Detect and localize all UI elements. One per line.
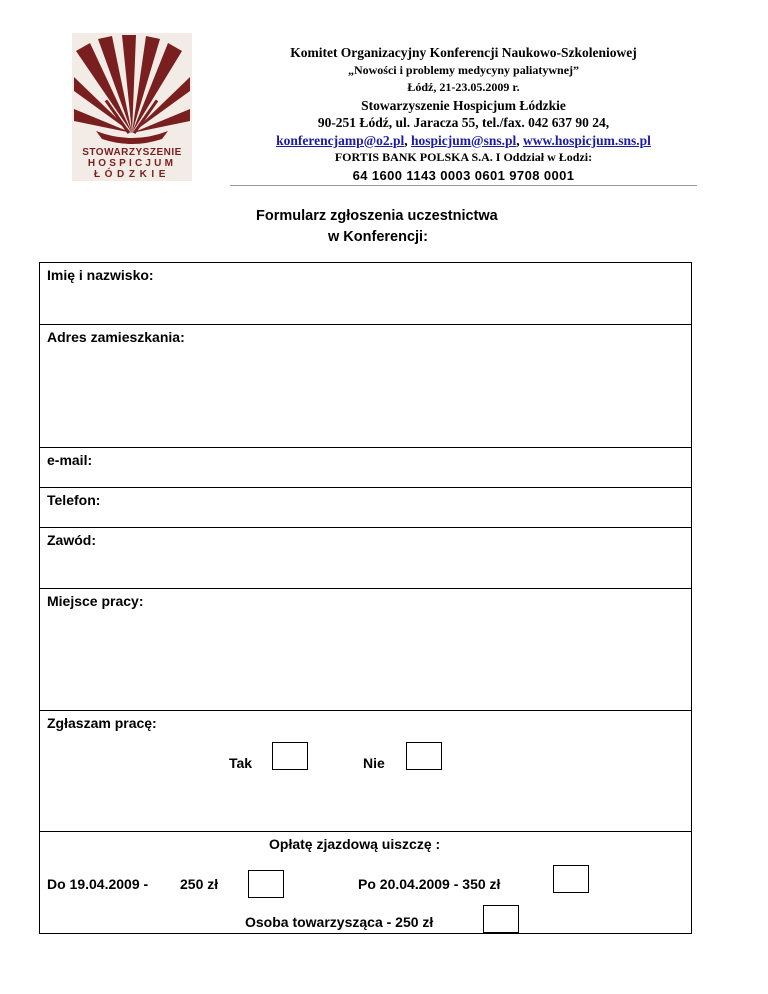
workplace-field[interactable] — [40, 589, 691, 711]
form-title-line1: Formularz zgłoszenia uczestnictwa — [256, 208, 498, 224]
header-divider — [230, 185, 697, 186]
logo-stowarzyszenie-hospicjum-lodzkie — [72, 33, 192, 181]
fee-late-label: Po 20.04.2009 - 350 zł — [358, 876, 501, 892]
address-label: Adres zamieszkania: — [47, 329, 185, 345]
phone-field[interactable] — [40, 488, 691, 528]
header-contacts — [230, 132, 697, 150]
header-conference-name: „Nowości i problemy medycyny paliatywnej” — [347, 62, 580, 77]
website-link[interactable]: www.hospicjum.sns.pl — [522, 132, 651, 148]
registration-form-table — [39, 262, 692, 934]
yes-checkbox[interactable] — [272, 742, 308, 770]
submit-work-section — [40, 711, 691, 832]
email-link-hospicjum[interactable]: hospicjum@sns.pl — [411, 132, 517, 148]
contact-separator: , — [516, 132, 523, 148]
fee-section — [40, 832, 691, 933]
header-committee: Komitet Organizacyjny Konferencji Naukowo-Szkoleniowej — [290, 45, 637, 60]
form-title-line2: w Konferencji: — [328, 229, 428, 245]
email-link-conference[interactable]: konferencjamp@o2.pl — [276, 132, 405, 148]
fee-early-label: Do 19.04.2009 - — [47, 876, 149, 892]
header-organization: Stowarzyszenie Hospicjum Łódzkie — [361, 97, 566, 113]
fee-heading: Opłatę zjazdową uiszczę : — [269, 836, 441, 852]
header-bank: FORTIS BANK POLSKA S.A. I Oddział w Łodzi: — [334, 150, 593, 164]
email-label: e-mail: — [47, 452, 93, 468]
logo-text-line1: STOWARZYSZENIE — [82, 147, 182, 158]
header-bank-account: 64 1600 1143 0003 0601 9708 0001 — [352, 167, 575, 183]
fee-companion-label: Osoba towarzysząca - 250 zł — [245, 914, 434, 930]
name-label: Imię i nazwisko: — [47, 267, 154, 283]
letterhead — [230, 44, 697, 184]
fee-early-checkbox[interactable] — [248, 870, 284, 898]
form-title — [256, 206, 498, 248]
phone-label: Telefon: — [47, 492, 101, 508]
profession-field[interactable] — [40, 528, 691, 589]
profession-label: Zawód: — [47, 532, 96, 548]
fee-early-amount: 250 zł — [180, 876, 219, 892]
email-field[interactable] — [40, 448, 691, 488]
header-date: Łódź, 21-23.05.2009 r. — [407, 80, 520, 94]
workplace-label: Miejsce pracy: — [47, 593, 144, 609]
fee-late-checkbox[interactable] — [553, 865, 589, 893]
logo-text-line3: ŁÓDZKIE — [93, 169, 171, 180]
address-field[interactable] — [40, 325, 691, 448]
logo-text-line2: HOSPICJUM — [87, 158, 177, 169]
contact-separator: , — [404, 132, 412, 148]
fee-companion-checkbox[interactable] — [483, 905, 519, 933]
yes-label: Tak — [229, 755, 253, 771]
header-address: 90-251 Łódź, ul. Jaracza 55, tel./fax. 042 637 90 24, — [317, 115, 610, 130]
name-field[interactable] — [40, 263, 691, 325]
submit-work-label: Zgłaszam pracę: — [47, 715, 157, 731]
no-checkbox[interactable] — [406, 742, 442, 770]
no-label: Nie — [363, 755, 385, 771]
